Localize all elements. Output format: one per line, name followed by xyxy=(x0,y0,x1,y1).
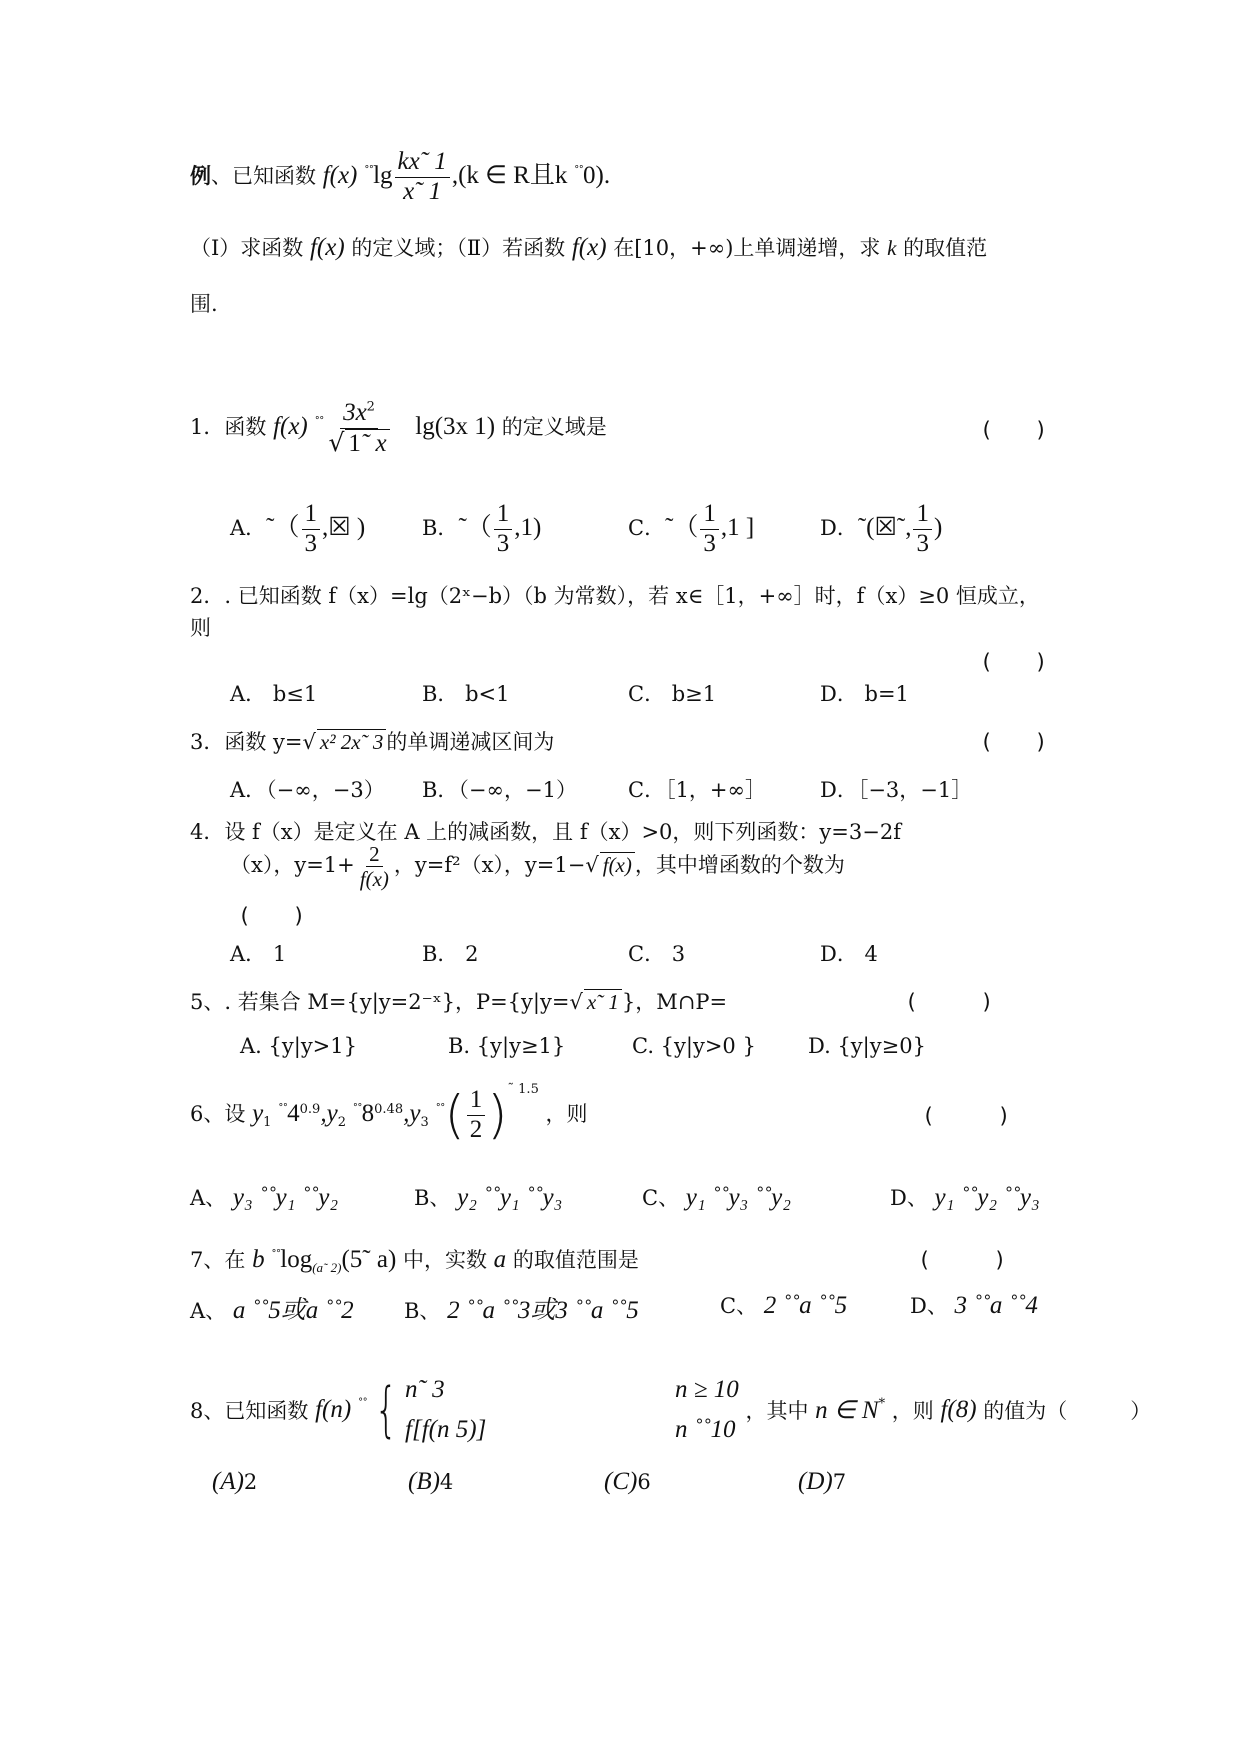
question-3-bracket: ( ) xyxy=(980,730,1048,754)
example-fraction: $\frac{kx˜ 1}{x˜ 1}$ xyxy=(395,148,450,207)
question-2-line2: 则 xyxy=(190,616,211,640)
q4-option-d: D． 4 xyxy=(820,942,878,966)
q6-option-c: C、 y₁ ˚˚y₃ ˚˚y₂ xyxy=(642,1184,791,1211)
q1-option-b: B．˜（ $\frac{1}{3}$ ,1) xyxy=(422,500,542,557)
q5-option-b: B. {y|y≥1} xyxy=(448,1034,566,1058)
question-1-bracket: ( ) xyxy=(980,418,1048,442)
q7-option-c: C、 2 ˚˚a ˚˚5 xyxy=(720,1292,848,1319)
example-parts-line1: （Ⅰ）求函数 f(x) 的定义域；（Ⅱ）若函数 f(x) 在[10，+∞)上单调递增，求 k 的取值范 xyxy=(190,234,988,261)
question-1: 1．函数 f(x) ˚˚ $\frac{3x^2}{√ 1˜ x}$ lg(3x 1) 的定义域是 xyxy=(190,399,607,457)
q1-option-c: C．˜（ $\frac{1}{3}$ ,1 ] xyxy=(628,500,755,557)
question-6-bracket: ( ) xyxy=(922,1104,1011,1128)
q4-option-c: C． 3 xyxy=(628,942,686,966)
question-5: 5、. 若集合 M={y|y=2⁻ˣ}，P={y|y=√ x˜ 1 }，M∩P= xyxy=(190,990,728,1014)
q6-option-a: A、 y₃ ˚˚y₁ ˚˚y₂ xyxy=(190,1184,339,1211)
q2-option-d: D． b=1 xyxy=(820,682,909,706)
question-6: 6、设 $y_1$ $^{˚˚}4^{0.9},y_2$ $^{˚˚}8^{0.48},y_3$ ˚˚( $\frac{1}{2}$ )$^{˜ 1.5}$ ，则 xyxy=(190,1082,588,1146)
q8-option-c: (C)6 xyxy=(604,1468,651,1495)
q2-option-c: C． b≥1 xyxy=(628,682,717,706)
question-7: 7、在 b $^{˚˚}\log_{(a˜ 2)}(5˜$ a) 中，实数 a 的取值范围是 xyxy=(190,1246,639,1276)
q5-option-a: A. {y|y>1} xyxy=(240,1034,357,1058)
q1-option-d: D．˜(☒˜, $\frac{1}{3}$ ) xyxy=(820,500,943,557)
question-2-line1: 2．. 已知函数 f（x）=lg（2ˣ−b）（b 为常数），若 x∈［1，+∞］时，f（x）≥0 恒成立， xyxy=(190,584,1040,608)
question-2-bracket: ( ) xyxy=(980,650,1048,674)
q8-option-a: (A)2 xyxy=(212,1468,258,1495)
q6-option-b: B、 y₂ ˚˚y₁ ˚˚y₃ xyxy=(414,1184,563,1211)
q5-option-d: D. {y|y≥0} xyxy=(808,1034,926,1058)
q7-option-d: D、 3 ˚˚a ˚˚4 xyxy=(910,1292,1038,1319)
q3-option-d: D．［−3，−1］ xyxy=(820,778,973,802)
q4-option-a: A． 1 xyxy=(230,942,287,966)
q7-option-a: A、 a ˚˚5或a ˚˚2 xyxy=(190,1297,354,1324)
q8-option-d: (D)7 xyxy=(798,1468,847,1495)
question-3: 3．函数 y=√ x² 2x˜ 3 的单调递减区间为 xyxy=(190,730,555,754)
q2-option-b: B． b<1 xyxy=(422,682,510,706)
question-7-bracket: ( ) xyxy=(918,1248,1007,1272)
question-4-bracket: ( ) xyxy=(238,904,306,928)
q6-option-d: D、 y₁ ˚˚y₂ ˚˚y₃ xyxy=(890,1184,1040,1211)
question-4-line1: 4．设 f（x）是定义在 A 上的减函数，且 f（x）>0，则下列函数：y=3−2f xyxy=(190,820,901,844)
q3-option-c: C．［1，+∞］ xyxy=(628,778,767,802)
q8-piecewise: { n˜ 3 n ≥ 10 f[f(n 5)] n ˚˚10 xyxy=(374,1375,739,1445)
q8-option-b: (B)4 xyxy=(408,1468,454,1495)
q1-fraction: $\frac{3x^2}{√ 1˜ x}$ xyxy=(325,398,392,459)
example-statement: 例、已知函数 f(x) ˚˚lg $\frac{kx˜ 1}{x˜ 1}$ ,(k ∈ R且k ˚˚0). xyxy=(190,148,611,205)
example-label: 例 xyxy=(190,162,211,188)
question-4-line2: （x），y=1+ $\frac{2}{f(x)}$ ，y=f²（x），y=1−√ f(x) ，其中增函数的个数为 xyxy=(230,842,845,892)
q3-option-a: A．（−∞，−3） xyxy=(230,778,385,802)
question-5-bracket: ( ) xyxy=(905,990,994,1014)
q3-option-b: B．（−∞，−1） xyxy=(422,778,577,802)
q4-option-b: B． 2 xyxy=(422,942,479,966)
q2-option-a: A． b≤1 xyxy=(230,682,318,706)
q5-option-c: C. {y|y>0 } xyxy=(632,1034,756,1058)
q1-option-a: A．˜（ $\frac{1}{3}$ ,☒ ) xyxy=(230,500,366,557)
q7-option-b: B、 2 ˚˚a ˚˚3或3 ˚˚a ˚˚5 xyxy=(404,1297,639,1324)
example-parts-line2: 围. xyxy=(190,292,218,316)
question-8: 8、已知函数 f(n) ˚˚ { n˜ 3 n ≥ 10 f[f(n 5)] n ˚˚10 ，其中 n ∈ N* ，则 f(8) 的值为（ ） xyxy=(190,1370,1151,1450)
